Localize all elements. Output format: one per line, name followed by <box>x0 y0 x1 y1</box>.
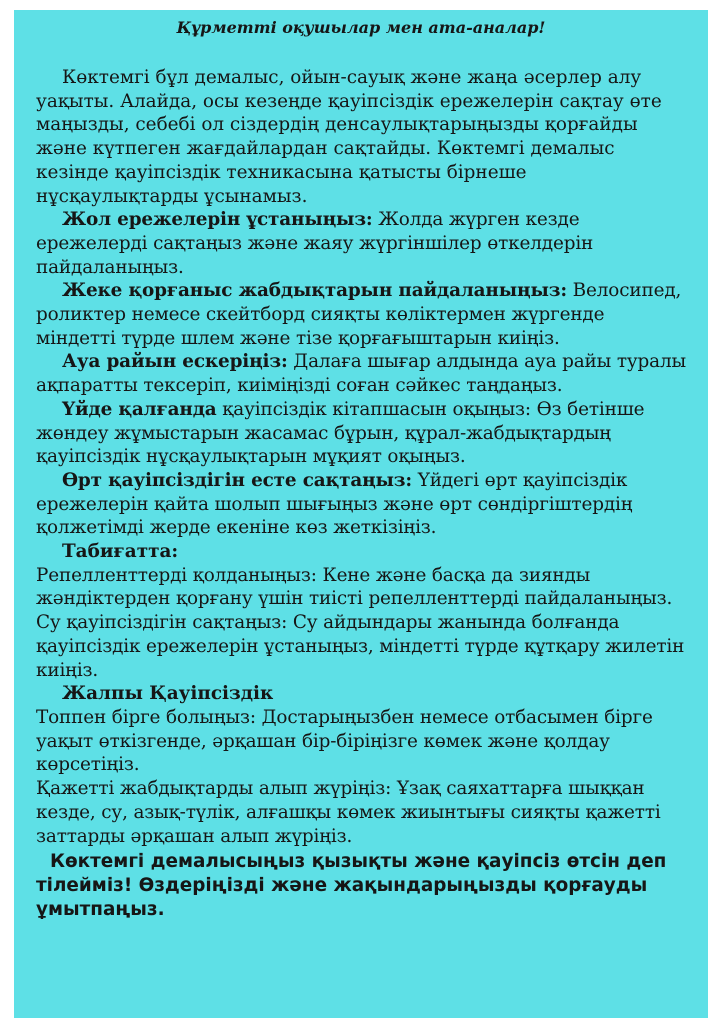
page-title: Құрметті оқушылар мен ата-аналар! <box>176 18 546 37</box>
general-item: Қажетті жабдықтарды алып жүріңіз: Ұзақ саяхаттарға шыққан кезде, су, азық-түлік, алғашқы көмек жиынтығы сияқты қажетті заттарды әрқашан алып жүріңіз. <box>36 778 661 847</box>
section-home-text: қауіпсіздік кітапшасын оқыңыз: Өз бетінше жөндеу жұмыстарын жасамас бұрын, құрал-жабдықтардың қауіпсіздік нұсқаулықтарын мұқият оқыңыз. <box>36 398 645 468</box>
section-protective-heading: Жеке қорғаныс жабдықтарын пайдаланыңыз: <box>62 280 567 302</box>
section-weather-heading: Ауа райын ескеріңіз: <box>62 351 288 373</box>
section-general-heading: Жалпы Қауіпсіздік <box>62 683 274 705</box>
section-road-text: Жолда жүрген кезде ережелерді сақтаңыз және жаяу жүргіншілер өткелдерін пайдаланыңыз. <box>36 209 594 278</box>
closing-message: Көктемгі демалысыңыз қызықты және қауіпсіз өтсін деп тілейміз! Өздеріңізді және жақындарыңызды қорғауды ұмытпаңыз. <box>36 851 667 920</box>
section-fire-text: Үйдегі өрт қауіпсіздік ережелерін қайта шолып шығыңыз және өрт сөндіргіштердің қолжетімді жерде екеніне көз жеткізіңіз. <box>36 469 633 539</box>
section-weather-text: Далаға шығар алдында ауа райы туралы ақпаратты тексеріп, киіміңізді соған сәйкес таңдаңыз. <box>36 351 686 397</box>
section-home-heading: Үйде қалғанда <box>62 398 217 420</box>
section-fire-heading: Өрт қауіпсіздігін есте сақтаңыз: <box>62 469 413 491</box>
section-road <box>36 208 686 279</box>
announcement-card <box>14 10 708 1018</box>
nature-item: Су қауіпсіздігін сақтаңыз: Су айдындары жанында болғанда қауіпсіздік ережелерін ұстаныңыз, міндетті түрде құтқару жилетін киіңіз. <box>36 612 685 681</box>
section-fire <box>36 469 686 540</box>
section-protective-text: Велосипед, роликтер немесе скейтборд сияқты көліктермен жүргенде міндетті түрде шлем және тізе қорғағыштарын киіңіз. <box>36 280 682 349</box>
general-item: Топпен бірге болыңыз: Достарыңызбен немесе отбасымен бірге уақыт өткізгенде, әрқашан бір-біріңізге көмек және қолдау көрсетіңіз. <box>36 706 653 776</box>
intro-paragraph: Көктемгі бұл демалыс, ойын-сауық және жаңа әсерлер алу уақыты. Алайда, осы кезеңде қауіпсіздік ережелерін сақтау өте маңызды, себебі ол сіздердің денсаулықтарыңызды қорғайды және күтпеген жағдайлардан сақтайды. Көктемгі демалыс кезінде қауіпсіздік техникасына қатысты бірнеше нұсқаулықтарды ұсынамыз. <box>36 67 662 207</box>
section-home <box>36 398 686 469</box>
nature-item: Репелленттерді қолданыңыз: Кене және басқа да зиянды жәндіктерден қорғану үшін тиісті репелленттерді пайдаланыңыз. <box>36 564 673 610</box>
section-nature-heading: Табиғатта: <box>62 541 179 563</box>
section-protective <box>36 279 686 350</box>
section-weather <box>36 350 686 397</box>
section-road-heading: Жол ережелерін ұстаныңыз: <box>62 209 373 231</box>
